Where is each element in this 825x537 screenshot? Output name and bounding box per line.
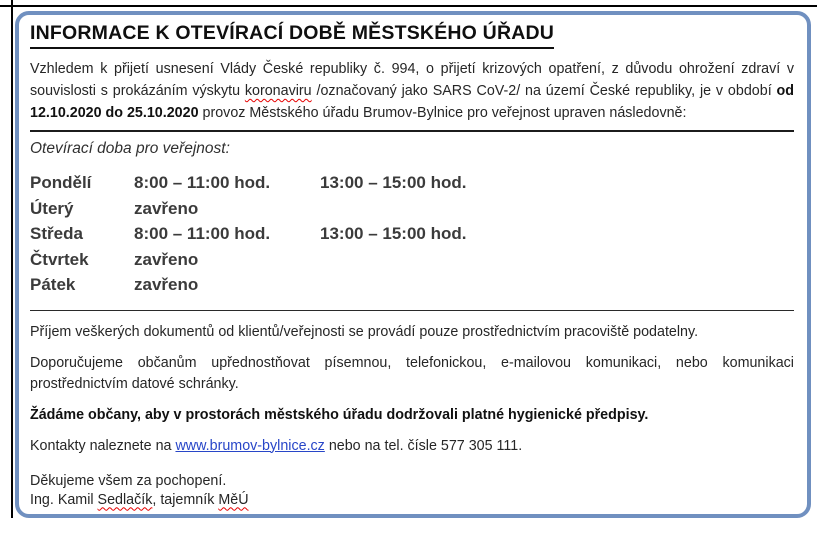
schedule-row <box>30 247 794 273</box>
schedule-day: Pondělí <box>30 173 92 192</box>
schedule-afternoon-hours <box>320 196 794 222</box>
document-title: INFORMACE K OTEVÍRACÍ DOBĚ MĚSTSKÉHO ÚŘADU <box>30 22 554 49</box>
schedule-afternoon-hours: 13:00 – 15:00 hod. <box>320 173 467 192</box>
schedule-day: Středa <box>30 224 83 243</box>
intro-paragraph <box>30 58 794 124</box>
divider <box>30 310 794 311</box>
opening-hours-table <box>30 170 794 298</box>
schedule-afternoon-hours: 13:00 – 15:00 hod. <box>320 224 467 243</box>
schedule-morning-hours: zavřeno <box>134 198 199 218</box>
contacts-text-1: Kontakty naleznete na <box>30 437 176 454</box>
schedule-row <box>30 170 794 196</box>
schedule-morning-hours: 8:00 – 11:00 hod. <box>134 173 271 192</box>
schedule-morning-hours: zavřeno <box>134 249 199 269</box>
misspelled-word-sedlacik: Sedlačík <box>97 491 153 508</box>
schedule-morning-hours: 8:00 – 11:00 hod. <box>134 224 271 243</box>
schedule-afternoon-hours <box>320 272 794 298</box>
schedule-row <box>30 196 794 222</box>
signature-block <box>30 472 794 510</box>
schedule-day: Úterý <box>30 198 74 218</box>
contacts-paragraph <box>30 436 794 457</box>
schedule-afternoon-hours <box>320 247 794 273</box>
signature-author <box>30 491 794 510</box>
website-link[interactable]: www.brumov-bylnice.cz <box>175 437 325 454</box>
hygiena-paragraph: Žádáme občany, aby v prostorách městského úřadu dodržovali platné hygienické předpisy. <box>30 406 649 423</box>
cropped-table-left-border <box>11 0 13 518</box>
schedule-day: Pátek <box>30 275 76 294</box>
intro-bold-period: od 12.10.2020 do 25.10.2020 <box>30 83 794 121</box>
signature-prefix: Ing. Kamil <box>30 491 98 508</box>
intro-text-2: /označovaný jako SARS CoV-2/ na území České republiky, je v období <box>311 83 777 99</box>
cropped-table-top-border <box>0 5 817 7</box>
schedule-row <box>30 272 794 298</box>
contacts-text-2: nebo na tel. čísle 577 305 111. <box>324 437 523 454</box>
opening-hours-heading: Otevírací doba pro veřejnost: <box>30 140 230 157</box>
misspelled-word-koronaviru: koronaviru <box>244 83 312 99</box>
intro-text-3: provoz Městského úřadu Brumov-Bylnice pro veřejnost upraven následovně: <box>198 105 687 121</box>
schedule-day: Čtvrtek <box>30 249 89 269</box>
divider <box>30 130 794 132</box>
signature-middle: , tajemník <box>152 491 219 508</box>
misspelled-word-meu: MěÚ <box>218 491 249 508</box>
notice-document <box>15 11 811 518</box>
komunikace-paragraph: Doporučujeme občanům upřednostňovat písemnou, telefonickou, e-mailovou komunikaci, nebo komunikaci prostřednictvím datové schránky. <box>30 354 794 392</box>
schedule-row <box>30 221 794 247</box>
signature-thanks: Děkujeme všem za pochopení. <box>30 472 227 489</box>
schedule-morning-hours: zavřeno <box>134 275 199 294</box>
intro-text-1: Vzhledem k přijetí usnesení Vlády České republiky č. 994, o přijetí krizových opatření, z důvodu ohrožení zdraví v souvislosti s prokázáním výskytu <box>30 61 794 99</box>
podatelna-paragraph: Příjem veškerých dokumentů od klientů/veřejnosti se provádí pouze prostřednictvím pracoviště podatelny. <box>30 323 699 340</box>
